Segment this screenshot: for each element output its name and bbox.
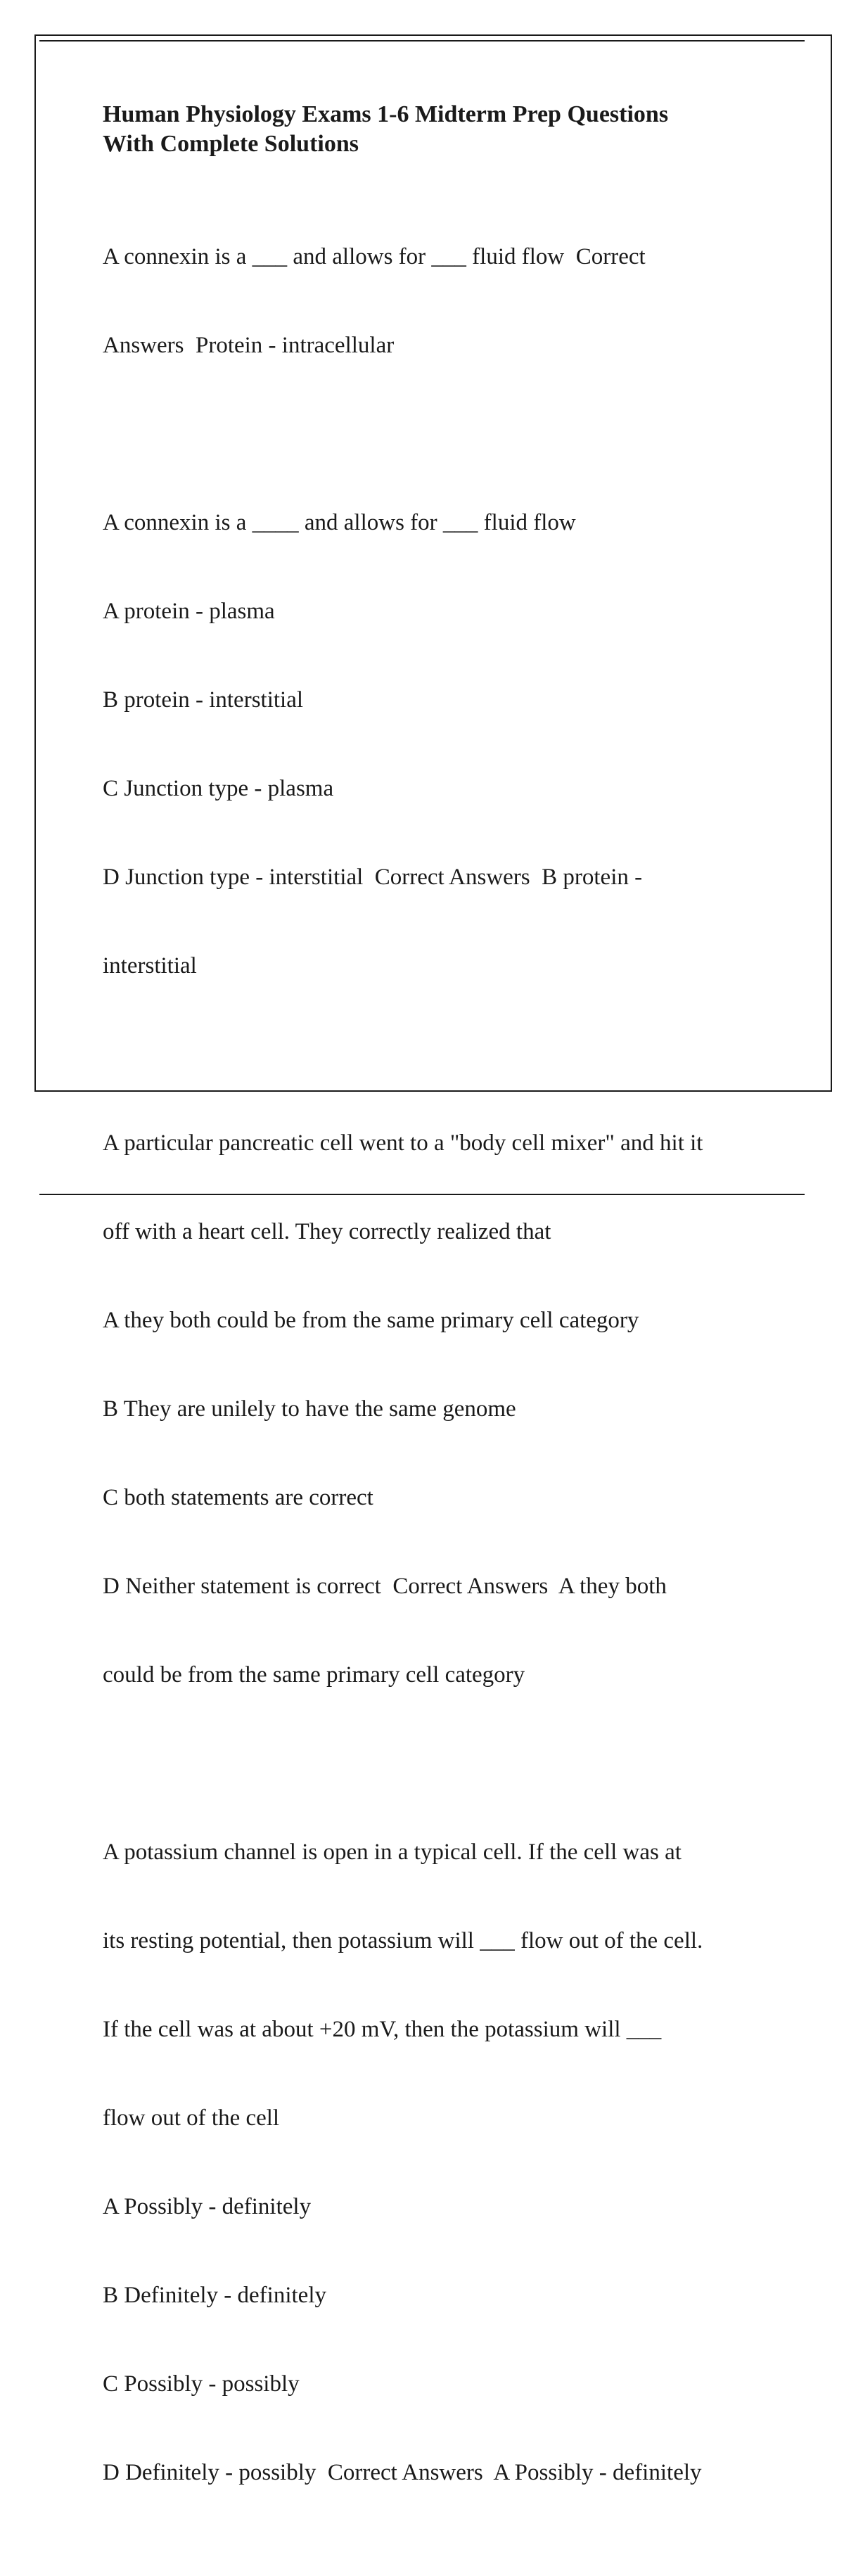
question-line: flow out of the cell — [103, 2105, 280, 2131]
question-line: A potassium channel is open in a typical cell. If the cell was at — [103, 1839, 682, 1865]
question-line: A particular pancreatic cell went to a "body cell mixer" and hit it — [103, 1130, 703, 1156]
question-block — [103, 183, 778, 419]
option-line: C Junction type - plasma — [103, 776, 334, 801]
option-line: B Definitely - definitely — [103, 2283, 326, 2308]
option-line: A Possibly - definitely — [103, 2194, 312, 2219]
page-bottom-rule — [39, 1194, 805, 1195]
option-line: D Neither statement is correct Correct Answers A they both — [103, 1574, 667, 1599]
document-title-line: With Complete Solutions — [103, 131, 359, 157]
answer-line: Answers Protein - intracellular — [103, 333, 395, 358]
question-block — [103, 1069, 778, 1749]
question-block — [103, 1778, 778, 2546]
document-title-line: Human Physiology Exams 1-6 Midterm Prep Questions — [103, 101, 669, 127]
answer-line: could be from the same primary cell category — [103, 1662, 525, 1688]
document-body — [103, 100, 778, 2576]
frame-top-rule — [39, 40, 805, 42]
question-line: off with a heart cell. They correctly realized that — [103, 1219, 551, 1244]
answer-line: interstitial — [103, 953, 197, 978]
question-line: If the cell was at about +20 mV, then the potassium will ___ — [103, 2017, 662, 2042]
option-line: B They are unilely to have the same genome — [103, 1396, 516, 1422]
option-line: D Junction type - interstitial Correct Answers B protein - — [103, 865, 643, 890]
question-line: A connexin is a ___ and allows for ___ fluid flow Correct — [103, 244, 646, 269]
option-line: B protein - interstitial — [103, 687, 304, 713]
option-line: C both statements are correct — [103, 1485, 373, 1510]
option-line: A protein - plasma — [103, 599, 275, 624]
question-line: its resting potential, then potassium will ___ flow out of the cell. — [103, 1928, 703, 1953]
document-title — [103, 100, 778, 159]
option-line: D Definitely - possibly Correct Answers A Possibly - definitely — [103, 2460, 702, 2485]
question-block — [103, 449, 778, 1040]
question-line: A connexin is a ____ and allows for ___ fluid flow — [103, 510, 576, 535]
option-line: A they both could be from the same primary cell category — [103, 1308, 639, 1333]
option-line: C Possibly - possibly — [103, 2371, 300, 2397]
